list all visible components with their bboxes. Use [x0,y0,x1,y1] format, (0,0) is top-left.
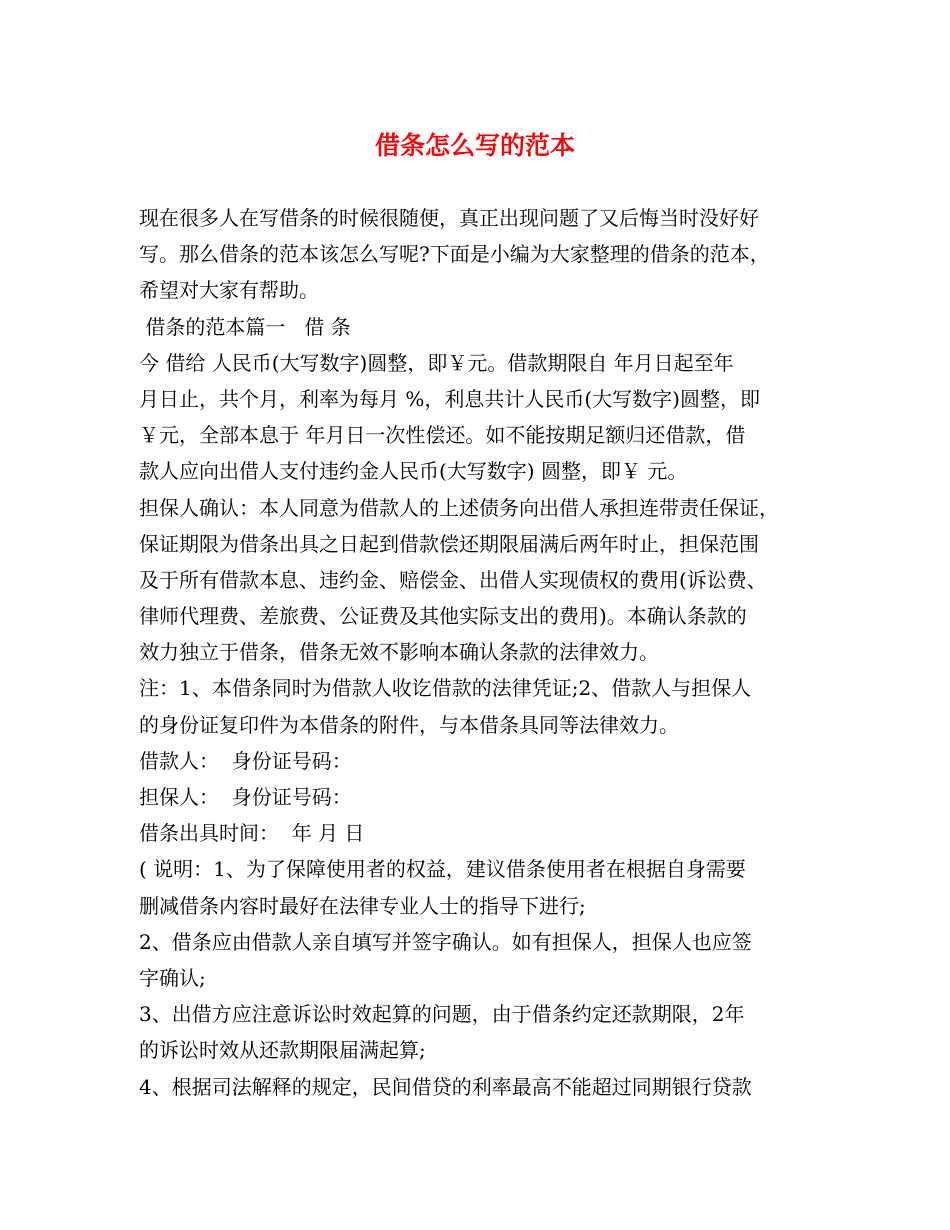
issue-date-field: 借条出具时间： 年 月 日 [139,821,365,846]
body-line: 4、根据司法解释的规定，民间借贷的利率最高不能超过同期银行贷款 [139,1074,752,1099]
body-line: 款人应向出借人支付违约金人民币(大写数字) 圆整，即￥ 元。 [139,459,688,484]
body-line: 的诉讼时效从还款期限届满起算; [139,1038,426,1063]
body-line: 3、出借方应注意诉讼时效起算的问题，由于借条约定还款期限，2年 [139,1002,745,1027]
borrower-field: 借款人： 身份证号码： [139,748,352,773]
guarantor-field: 担保人： 身份证号码： [139,785,352,809]
body-line: 的身份证复印件为本借条的附件，与本借条具同等法律效力。 [139,712,679,737]
body-line: 今 借给 人民币(大写数字)圆整，即￥元。借款期限自 年月日起至年 [139,350,734,375]
body-line: 及于所有借款本息、违约金、赔偿金、出借人实现债权的费用(诉讼费、 [139,567,767,592]
body-line: 注：1、本借条同时为借款人收讫借款的法律凭证;2、借款人与担保人 [139,676,752,701]
body-line: 字确认; [139,965,206,990]
body-line: 律师代理费、差旅费、公证费及其他实际支出的费用)。本确认条款的 [139,604,747,629]
section-heading: 借条的范本篇一 借 条 [139,314,351,339]
body-line: 担保人确认：本人同意为借款人的上述债务向出借人承担连带责任保证， [139,495,779,520]
body-line: 效力独立于借条，借条无效不影响本确认条款的法律效力。 [139,640,659,665]
body-line: 2、借条应由借款人亲自填写并签字确认。如有担保人，担保人也应签 [139,929,752,954]
document-body [139,200,829,1105]
body-line: 写。那么借条的范本该怎么写呢?下面是小编为大家整理的借条的范本， [139,242,770,267]
body-line: 现在很多人在写借条的时候很随便，真正出现问题了又后悔当时没好好 [139,206,759,230]
body-line: ( 说明：1、为了保障使用者的权益，建议借条使用者在根据自身需要 [139,857,746,882]
body-line: ￥元，全部本息于 年月日一次性偿还。如不能按期足额归还借款，借 [139,423,746,448]
body-line: 保证期限为借条出具之日起到借款偿还期限届满后两年时止，担保范围 [139,531,759,556]
body-line: 月日止，共个月，利率为每月 %，利息共计人民币(大写数字)圆整，即 [139,386,760,411]
document-title: 借条怎么写的范本 [374,131,575,160]
body-line: 删减借条内容时最好在法律专业人士的指导下进行; [139,893,586,918]
body-line: 希望对大家有帮助。 [139,278,319,303]
